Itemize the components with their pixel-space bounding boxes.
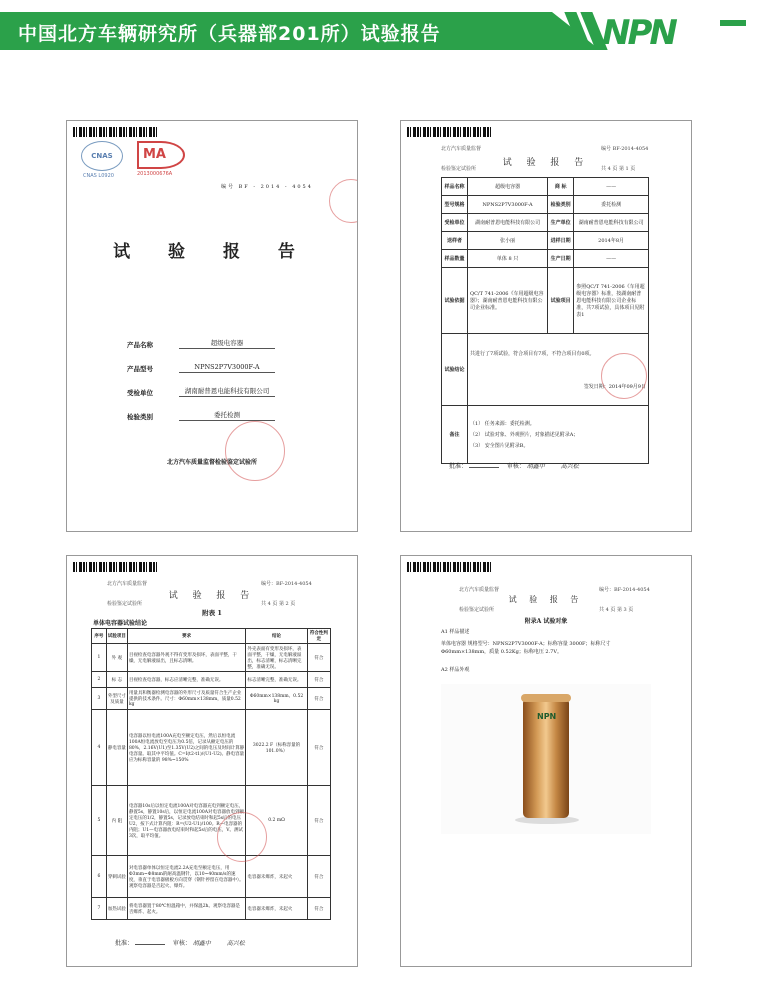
table-row bbox=[92, 898, 331, 920]
table-cell: Φ60mm×138mm、0.52 kg bbox=[246, 688, 307, 710]
sample-photo bbox=[441, 684, 651, 834]
table-cell: —— bbox=[574, 250, 649, 268]
report-title: 试 验 报 告 bbox=[502, 158, 590, 168]
institute-name: 北方汽车质量监督 bbox=[459, 587, 500, 593]
table-cell: 2014年8月 bbox=[574, 232, 649, 250]
column-header: 结论 bbox=[246, 629, 307, 644]
table-cell: 内 阻 bbox=[106, 786, 127, 856]
field-label: 产品名称 bbox=[127, 341, 153, 349]
table-cell: 用量具和衡器检测电容器的外形尺寸及质量符合生产企业提供的技术条件。尺寸：Φ60mm×138mm，质量0.52 kg bbox=[127, 688, 245, 710]
logo-stripe bbox=[720, 20, 746, 26]
capacitor-cap bbox=[521, 694, 571, 702]
table-heading: 单体电容器试验结论 bbox=[93, 620, 148, 627]
page-number: 共 4 页 第 3 页 bbox=[599, 607, 634, 613]
field-value: 超级电容器 bbox=[179, 338, 275, 349]
review-label: 审核： bbox=[506, 463, 525, 470]
red-stamp-icon bbox=[217, 812, 267, 862]
report-title: 试 验 报 告 bbox=[113, 242, 311, 262]
cma-seal-icon: MA bbox=[137, 141, 185, 169]
table-cell: 6 bbox=[92, 856, 107, 898]
institute-name: 北方汽车质量监督 bbox=[441, 146, 482, 152]
cnas-seal-icon: CNAS bbox=[81, 141, 123, 171]
test-signature: 高兴松 bbox=[226, 940, 245, 947]
field-label: 检验类别 bbox=[127, 413, 153, 421]
page-number: 共 4 页 第 2 页 bbox=[261, 601, 296, 607]
table-cell: 加热试验 bbox=[106, 898, 127, 920]
table-cell: 3022.2 F（标称容量的 101.0%） bbox=[246, 710, 307, 786]
field-label: 产品型号 bbox=[127, 365, 153, 373]
institute-subname: 检验鉴定试验所 bbox=[459, 607, 495, 613]
npn-logo: NPN bbox=[602, 13, 675, 53]
table-cell: 进样日期 bbox=[548, 232, 574, 250]
table-cell: 湖南耐普恩电能科技有限公司 bbox=[468, 214, 548, 232]
report-number: 编号 BF-2014-4054 bbox=[601, 146, 649, 152]
table-cell: 符合 bbox=[307, 672, 330, 688]
table-cell: 外 观 bbox=[106, 644, 127, 672]
table-cell: 符合 bbox=[307, 786, 330, 856]
table-cell: 型号规格 bbox=[442, 196, 468, 214]
attachment-title: 附录A 试验对象 bbox=[524, 618, 568, 625]
table-header-row bbox=[92, 629, 331, 644]
capacitor-logo: NPN bbox=[537, 712, 557, 721]
column-header: 符合性判定 bbox=[307, 629, 330, 644]
red-stamp-icon bbox=[329, 179, 358, 223]
table-row bbox=[92, 688, 331, 710]
table-row bbox=[442, 406, 649, 464]
table-row bbox=[442, 214, 649, 232]
page-number: 共 4 页 第 1 页 bbox=[601, 166, 636, 172]
barcode-icon bbox=[407, 562, 493, 572]
table-cell: 生产日期 bbox=[548, 250, 574, 268]
table-cell: 穿刺试验 bbox=[106, 856, 127, 898]
table-cell: QC/T 741-2006《车用超级电容器》；湖南耐普恩电能科技有限公司企业标准。 bbox=[468, 268, 548, 334]
table-cell bbox=[468, 406, 649, 464]
sign-date: 签发日期：2014年09月9日 bbox=[583, 383, 646, 390]
cover-fields bbox=[127, 325, 275, 421]
table-row bbox=[442, 268, 649, 334]
field-value: 湖南耐普恩电能科技有限公司 bbox=[179, 386, 275, 397]
table-row bbox=[442, 196, 649, 214]
table-cell: 1 bbox=[92, 644, 107, 672]
table-cell: 受检单位 bbox=[442, 214, 468, 232]
table-cell: 湖南耐普恩电能科技有限公司 bbox=[574, 214, 649, 232]
signature-row bbox=[449, 461, 579, 470]
table-row bbox=[442, 178, 649, 196]
table-cell: 备注 bbox=[442, 406, 468, 464]
approve-label: 批准： bbox=[115, 940, 134, 947]
table-cell: 4 bbox=[92, 710, 107, 786]
table-cell: —— bbox=[574, 178, 649, 196]
table-cell: NPNS2P7V3000F-A bbox=[468, 196, 548, 214]
column-header: 序号 bbox=[92, 629, 107, 644]
red-stamp-icon bbox=[225, 421, 285, 481]
cover-field-row bbox=[127, 397, 275, 421]
remark-line: （2） 试验对象、外观照片，对象描述见附录A； bbox=[470, 432, 579, 438]
signature-mark bbox=[469, 467, 499, 468]
sample-description: 单体电容器 规格型号：NPNS2P7V3000F-A；标称容量 3000F；标称尺寸 Φ60mm×138mm，质量 0.52Kg；标称电压 2.7V。 bbox=[441, 641, 611, 655]
report-title: 试 验 报 告 bbox=[168, 591, 256, 601]
report-cover-page bbox=[66, 120, 358, 532]
table-cell: 外壳表面有变形及损坏，表面平整，干燥，无电解液溢出，标志清晰，标志清晰完整，准确无误。 bbox=[246, 644, 307, 672]
test-signature: 高兴松 bbox=[560, 463, 579, 470]
table-row bbox=[442, 232, 649, 250]
review-signature: 胡鑫中 bbox=[192, 940, 211, 947]
table-cell: 符合 bbox=[307, 856, 330, 898]
table-cell: 符合 bbox=[307, 898, 330, 920]
table-cell: 试验结论 bbox=[442, 334, 468, 406]
table-cell: 样品名称 bbox=[442, 178, 468, 196]
report-number: 编号 BF - 2014 - 4054 bbox=[221, 184, 313, 190]
field-value: NPNS2P7V3000F-A bbox=[179, 363, 275, 373]
signature-row bbox=[115, 938, 245, 947]
column-header: 试验项目 bbox=[106, 629, 127, 644]
field-label: 受检单位 bbox=[127, 389, 153, 397]
table-cell: 生产单位 bbox=[548, 214, 574, 232]
table-cell: 电容器未爆炸，未起火 bbox=[246, 856, 307, 898]
table-cell: 0.2 mΩ bbox=[246, 786, 307, 856]
report-title: 试 验 报 告 bbox=[508, 595, 584, 604]
institute-subname: 检验鉴定试验所 bbox=[107, 601, 143, 607]
red-stamp-icon bbox=[601, 353, 647, 399]
section-heading: A1 样品描述 bbox=[441, 629, 470, 635]
remark-line: （3） 安全图片见附录B。 bbox=[470, 443, 529, 449]
cover-field-row bbox=[127, 325, 275, 349]
table-cell: 静电容量 bbox=[106, 710, 127, 786]
header-banner bbox=[0, 0, 760, 62]
table-cell: 试验项目 bbox=[548, 268, 574, 334]
table-row bbox=[442, 250, 649, 268]
results-table bbox=[91, 628, 331, 920]
report-number: 编号：BF-2014-4054 bbox=[261, 581, 312, 587]
table-cell: 将电容器置于80℃恒温箱中，并保温2h。观察电容器是否爆炸、起火。 bbox=[127, 898, 245, 920]
table-cell: 目视检查电容器外观不得有变形及损坏，表面平整，干燥，无电解液溢出，且标志清晰。 bbox=[127, 644, 245, 672]
institute-subname: 检验鉴定试验所 bbox=[441, 166, 477, 172]
barcode-icon bbox=[73, 562, 159, 572]
signature-mark bbox=[135, 944, 165, 945]
table-row bbox=[92, 644, 331, 672]
column-header: 要求 bbox=[127, 629, 245, 644]
table-cell: 单体 8 只 bbox=[468, 250, 548, 268]
cnas-number: CNAS L0920 bbox=[83, 173, 114, 179]
attachment-title: 附表 1 bbox=[202, 609, 222, 617]
summary-table bbox=[441, 177, 649, 464]
table-cell: 电容器未爆炸，未起火 bbox=[246, 898, 307, 920]
table-cell: 2 bbox=[92, 672, 107, 688]
review-label: 审核： bbox=[172, 940, 191, 947]
report-number: 编号：BF-2014-4054 bbox=[599, 587, 650, 593]
table-cell: 样品数量 bbox=[442, 250, 468, 268]
table-cell: 7 bbox=[92, 898, 107, 920]
table-row bbox=[92, 856, 331, 898]
conclusion-text: 共进行了7项试验，符合项目有7项，不符合项目有0项。 bbox=[470, 350, 595, 357]
table-cell: 外型尺寸及质量 bbox=[106, 688, 127, 710]
remark-line: （1） 任务来源：委托检测。 bbox=[470, 421, 535, 427]
approve-label: 批准： bbox=[449, 463, 468, 470]
table-cell: 委托检测 bbox=[574, 196, 649, 214]
institute-name: 北方汽车质量监督 bbox=[107, 581, 148, 587]
table-cell: 符合 bbox=[307, 644, 330, 672]
table-cell: 符合 bbox=[307, 688, 330, 710]
table-cell: 标 志 bbox=[106, 672, 127, 688]
table-cell: 检验类别 bbox=[548, 196, 574, 214]
table-cell: 商 标 bbox=[548, 178, 574, 196]
section-heading: A2 样品外观 bbox=[441, 667, 470, 673]
cover-field-row bbox=[127, 349, 275, 373]
table-cell: 3 bbox=[92, 688, 107, 710]
cover-field-row bbox=[127, 373, 275, 397]
table-cell: 张小丽 bbox=[468, 232, 548, 250]
table-cell: 5 bbox=[92, 786, 107, 856]
review-signature: 胡鑫中 bbox=[526, 463, 545, 470]
table-row bbox=[92, 710, 331, 786]
table-row bbox=[92, 786, 331, 856]
report-results-page bbox=[66, 555, 358, 967]
barcode-icon bbox=[73, 127, 159, 137]
report-appendix-page bbox=[400, 555, 692, 967]
table-cell: 电容器10s后以恒定电流100A对电容器充电到额定电压，静置5s，静置10s后，以恒定电流100A对电容器放电到额定电压的1/2，静置5s，记录放电结束时和起5s后的电压U2，按下式计算内阻：R=(U2-U1)/100。R—电容器的内阻；U1—电容器放电结束时和起5s后的电压，V。测试3次，取平均值。 bbox=[127, 786, 245, 856]
cma-number: 2013000676A bbox=[137, 171, 173, 177]
table-cell: 对电容器单体以恒定电流2.2A充电至额定电压，用Φ3mm~Φ8mm的耐高温钢针，以10~40mm/s的速度，垂直于电容器极板方向贯穿（钢针停留在电容器中）。观察电容器是否起火、爆炸。 bbox=[127, 856, 245, 898]
institute-name: 北方汽车质量监督检验鉴定试验所 bbox=[166, 459, 257, 466]
table-cell: 目视检查电容器，标志应清晰完整，准确无误。 bbox=[127, 672, 245, 688]
field-value: 委托检测 bbox=[179, 410, 275, 421]
table-cell: 电容器以恒电流100A充电至额定电压，然后以恒电流100A恒电流放电至电压为0.5倍，记录从额定电压的80%，2.16V(U1)至1.35V(U2)之间的电压及时间计算静电容量。取其中平均值。C=I(t2-t1)/(U1-U2)。静电容量应为标称容量的 98%~150% bbox=[127, 710, 245, 786]
table-row bbox=[92, 672, 331, 688]
table-cell: 送样者 bbox=[442, 232, 468, 250]
table-cell: 超级电容器 bbox=[468, 178, 548, 196]
table-cell: 标志清晰完整，准确无误。 bbox=[246, 672, 307, 688]
table-cell: 参照QC/T 741-2006《车用超级电容器》标准，按湖南耐普恩电能科技有限公司企业标准，共7项试验，具体项目见附表1 bbox=[574, 268, 649, 334]
table-cell: 符合 bbox=[307, 710, 330, 786]
banner-title: 中国北方车辆研究所（兵器部201所）试验报告 bbox=[18, 23, 441, 45]
barcode-icon bbox=[407, 127, 493, 137]
report-summary-page bbox=[400, 120, 692, 532]
table-cell: 试验依据 bbox=[442, 268, 468, 334]
